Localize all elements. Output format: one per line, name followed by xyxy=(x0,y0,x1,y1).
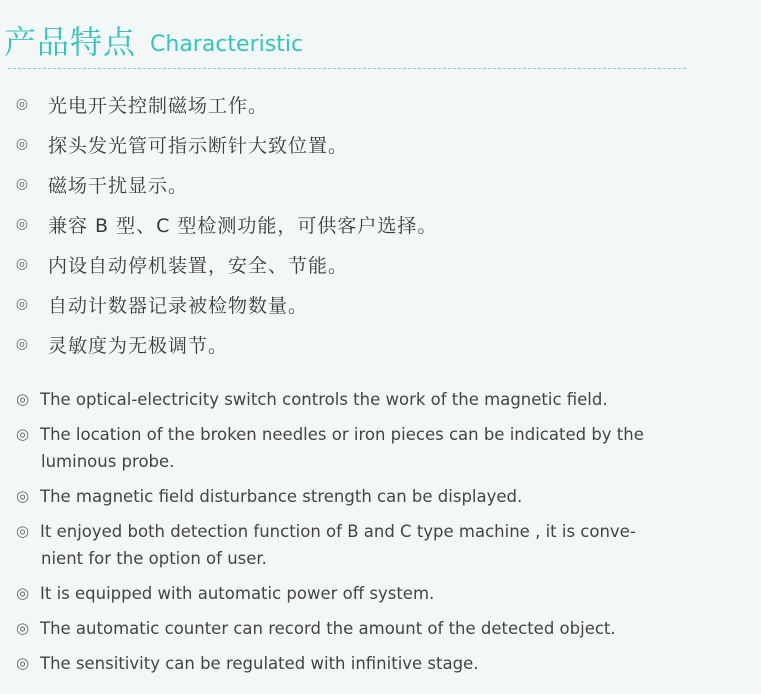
feature-text-en: The automatic counter can record the amount of the detected object. xyxy=(40,619,616,638)
feature-item-en xyxy=(0,650,700,677)
bullet-icon: ◎ xyxy=(15,336,29,352)
feature-text-en: The magnetic field disturbance strength can be displayed. xyxy=(40,487,523,506)
bullet-icon: ◎ xyxy=(16,487,30,505)
feature-item-cn xyxy=(0,324,437,364)
feature-text-en: It is equipped with automatic power off system. xyxy=(40,584,435,603)
bullet-icon: ◎ xyxy=(16,654,30,672)
section-title-cn: 产品特点 xyxy=(4,23,137,61)
bullet-icon: ◎ xyxy=(16,425,30,443)
bullet-icon: ◎ xyxy=(16,619,30,637)
bullet-icon: ◎ xyxy=(15,136,29,152)
feature-text-cn: 磁场干扰显示。 xyxy=(48,174,189,197)
feature-text-cn: 探头发光管可指示断针大致位置。 xyxy=(48,134,349,157)
bullet-icon: ◎ xyxy=(15,216,29,232)
feature-text-cn: 自动计数器记录被检物数量。 xyxy=(48,294,309,317)
bullet-icon: ◎ xyxy=(16,390,30,408)
feature-item-en xyxy=(0,483,700,510)
feature-text-cn: 内设自动停机装置，安全、节能。 xyxy=(48,254,349,277)
feature-item-cn xyxy=(0,284,437,324)
feature-text-en: The optical-electricity switch controls the work of the magnetic field. xyxy=(40,390,608,409)
bullet-icon: ◎ xyxy=(15,96,29,112)
feature-item-en xyxy=(0,421,700,475)
feature-text-cn: 光电开关控制磁场工作。 xyxy=(48,94,269,117)
feature-text-en: The location of the broken needles or iron pieces can be indicated by the xyxy=(40,425,644,444)
bullet-icon: ◎ xyxy=(16,522,30,540)
bullet-icon: ◎ xyxy=(15,176,29,192)
feature-text-en-continuation: nient for the option of user. xyxy=(41,549,267,568)
bullet-icon: ◎ xyxy=(16,584,30,602)
section-title-en: Characteristic xyxy=(150,32,304,57)
feature-item-cn xyxy=(0,84,437,124)
feature-item-cn xyxy=(0,124,437,164)
feature-text-cn: 灵敏度为无极调节。 xyxy=(48,334,229,357)
feature-text-en: The sensitivity can be regulated with infinitive stage. xyxy=(40,654,479,673)
feature-item-cn xyxy=(0,204,437,244)
feature-item-en xyxy=(0,580,700,607)
feature-item-en xyxy=(0,386,700,413)
bullet-icon: ◎ xyxy=(15,296,29,312)
feature-item-cn xyxy=(0,164,437,204)
feature-list-cn xyxy=(0,84,437,364)
feature-item-en xyxy=(0,518,700,572)
feature-text-en: It enjoyed both detection function of B and C type machine , it is conve- xyxy=(40,522,636,541)
feature-list-en xyxy=(0,386,700,685)
feature-text-cn: 兼容 B 型、C 型检测功能，可供客户选择。 xyxy=(48,214,438,237)
bullet-icon: ◎ xyxy=(15,256,29,272)
section-header xyxy=(4,18,303,62)
feature-item-cn xyxy=(0,244,437,284)
feature-text-en-continuation: luminous probe. xyxy=(41,452,175,471)
feature-item-en xyxy=(0,615,700,642)
dashed-divider xyxy=(8,68,686,69)
